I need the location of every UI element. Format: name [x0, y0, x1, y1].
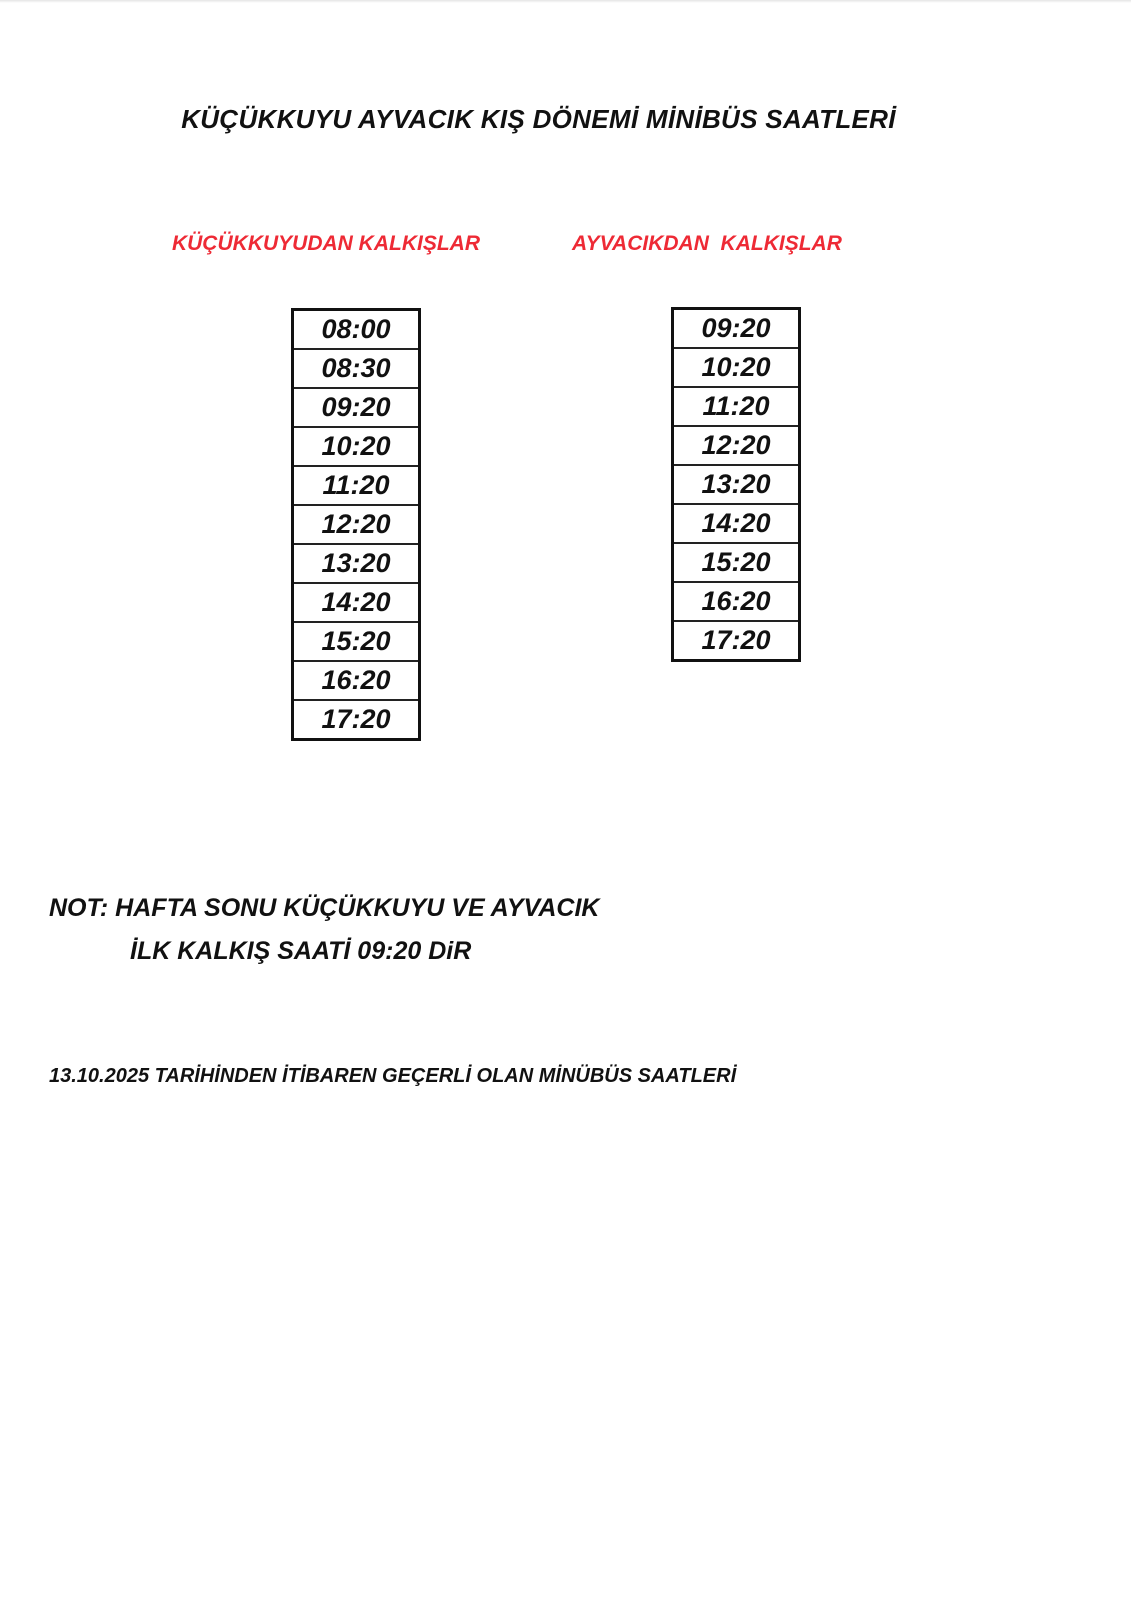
table-row [673, 309, 800, 349]
departure-time: 15:20 [293, 622, 420, 661]
table-row [673, 387, 800, 426]
ayvacik-departure-table [671, 307, 801, 662]
departure-time: 13:20 [673, 465, 800, 504]
heading-kucukkuyu-departures: KÜÇÜKKUYUDAN KALKIŞLAR [172, 232, 480, 255]
table-row [293, 544, 420, 583]
table-row [293, 700, 420, 740]
table-row [673, 582, 800, 621]
departure-time: 08:00 [293, 310, 420, 350]
departure-time: 16:20 [293, 661, 420, 700]
weekend-note-line-1: NOT: HAFTA SONU KÜÇÜKKUYU VE AYVACIK [49, 894, 600, 922]
heading-ayvacik-departures: AYVACIKDAN KALKIŞLAR [572, 232, 842, 255]
departure-time: 17:20 [293, 700, 420, 740]
table-row [293, 583, 420, 622]
departure-time: 16:20 [673, 582, 800, 621]
table-row [293, 388, 420, 427]
departure-time: 10:20 [673, 348, 800, 387]
validity-statement: 13.10.2025 TARİHİNDEN İTİBAREN GEÇERLİ OLAN MİNÜBÜS SAATLERİ [49, 1065, 737, 1087]
kucukkuyu-departure-table [291, 308, 421, 741]
table-row [673, 465, 800, 504]
table-row [293, 349, 420, 388]
document-title: KÜÇÜKKUYU AYVACIK KIŞ DÖNEMİ MİNİBÜS SAATLERİ [181, 104, 896, 134]
table-row [293, 622, 420, 661]
departure-time: 09:20 [673, 309, 800, 349]
departure-time: 08:30 [293, 349, 420, 388]
scan-edge [0, 0, 1131, 3]
departure-time: 12:20 [293, 505, 420, 544]
departure-time: 10:20 [293, 427, 420, 466]
table-row [293, 505, 420, 544]
departure-time: 12:20 [673, 426, 800, 465]
table-row [673, 543, 800, 582]
table-row [673, 348, 800, 387]
departure-time: 15:20 [673, 543, 800, 582]
table-row [673, 426, 800, 465]
table-row [293, 466, 420, 505]
departure-time: 11:20 [293, 466, 420, 505]
table-row [293, 661, 420, 700]
departure-time: 09:20 [293, 388, 420, 427]
table-row [293, 427, 420, 466]
departure-time: 14:20 [293, 583, 420, 622]
departure-time: 13:20 [293, 544, 420, 583]
table-row [293, 310, 420, 350]
weekend-note-line-2: İLK KALKIŞ SAATİ 09:20 DiR [130, 937, 472, 965]
table-row [673, 504, 800, 543]
table-row [673, 621, 800, 661]
departure-time: 14:20 [673, 504, 800, 543]
departure-time: 11:20 [673, 387, 800, 426]
departure-time: 17:20 [673, 621, 800, 661]
